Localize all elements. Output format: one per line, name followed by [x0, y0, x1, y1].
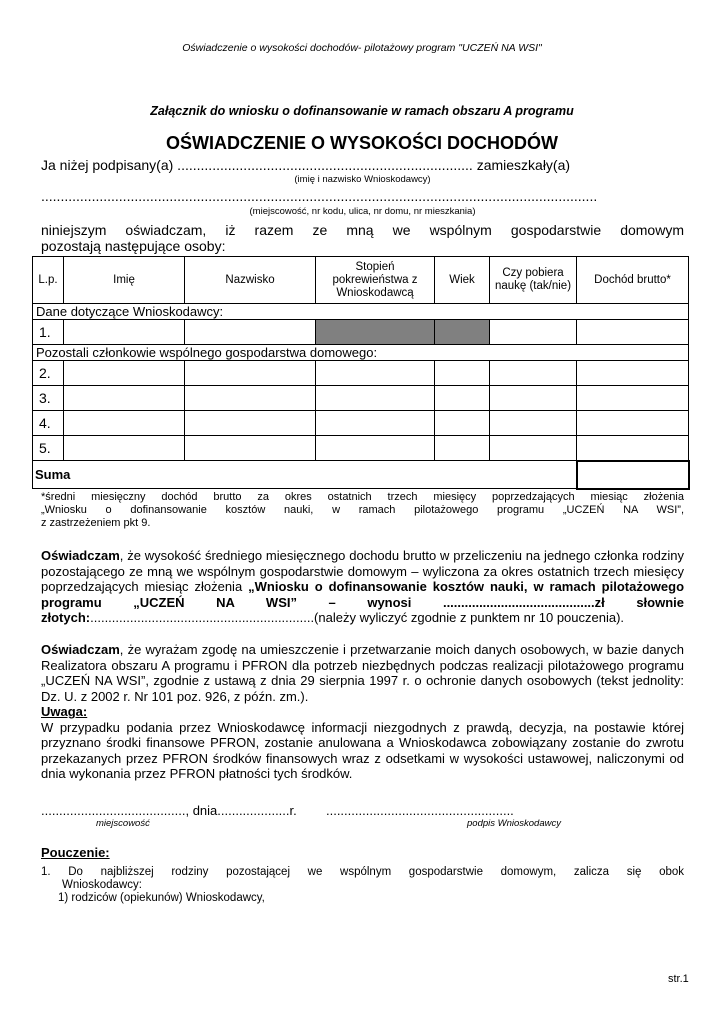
declaration-intro-line2: pozostają następujące osoby:	[41, 238, 226, 254]
cell-imie[interactable]	[64, 411, 185, 436]
page-number: str.1	[668, 973, 689, 985]
footnote-line1: *średni miesięczny dochód brutto za okres ostatnich trzech miesięcy poprzedzających miesiąc złożenia	[41, 491, 684, 503]
cell-imie[interactable]	[64, 361, 185, 386]
cell-imie[interactable]	[64, 320, 185, 345]
header-stopien: Stopień pokrewieństwa z Wnioskodawcą	[316, 257, 435, 304]
applicant-address-hint: (miejscowość, nr kodu, ulica, nr domu, nr mieszkania)	[249, 206, 476, 217]
instructions-heading: Pouczenie:	[41, 845, 110, 860]
warning-block	[41, 704, 684, 782]
cell-wiek[interactable]	[435, 436, 490, 461]
suma-label-cell	[33, 461, 577, 489]
section-household: Pozostali członkowie wspólnego gospodarstwa domowego:	[33, 345, 689, 361]
header-wiek: Wiek	[435, 257, 490, 304]
applicant-name-hint: (imię i nazwisko Wnioskodawcy)	[294, 174, 431, 185]
cell-wiek[interactable]	[435, 361, 490, 386]
applicant-name-line[interactable]: Ja niżej podpisany(a) ............................................................................ zamieszkały(a)	[41, 157, 571, 173]
income-declaration-bold: „Wniosku o dofinansowanie kosztów nauki, w ramach pilotażowego programu „UCZEŃ NA WSI” – wynosi ..........................................zł słownie złotych:	[41, 579, 685, 625]
instructions-list	[41, 866, 684, 905]
cell-stopien[interactable]	[316, 361, 435, 386]
signature-field[interactable]: ....................................................	[325, 803, 514, 818]
attachment-title: Załącznik do wniosku o dofinansowanie w ramach obszaru A programu	[150, 104, 574, 118]
cell-wiek[interactable]	[435, 386, 490, 411]
footnote	[41, 491, 684, 530]
cell-pobiera[interactable]	[490, 320, 577, 345]
cell-stopien-shaded	[316, 320, 435, 345]
cell-dochod[interactable]	[577, 386, 689, 411]
cell-imie[interactable]	[64, 386, 185, 411]
header-nazwisko: Nazwisko	[185, 257, 316, 304]
instruction-subitem-1: 1) rodziców (opiekunów) Wnioskodawcy,	[58, 892, 265, 904]
cell-stopien[interactable]	[316, 411, 435, 436]
cell-wiek-shaded	[435, 320, 490, 345]
cell-stopien[interactable]	[316, 436, 435, 461]
table-row	[33, 361, 689, 386]
instruction-item-1-cont: Wnioskodawcy:	[62, 879, 142, 891]
row-number: 3.	[33, 386, 64, 411]
header-imie: Imię	[64, 257, 185, 304]
document-title: OŚWIADCZENIE O WYSOKOŚCI DOCHODÓW	[165, 133, 558, 153]
table-row	[33, 436, 689, 461]
cell-nazwisko[interactable]	[185, 411, 316, 436]
section-applicant: Dane dotyczące Wnioskodawcy:	[33, 304, 689, 320]
income-declaration	[41, 548, 684, 626]
signature-line	[41, 803, 684, 818]
table-row	[33, 320, 689, 345]
header-lp: L.p.	[33, 257, 64, 304]
cell-nazwisko[interactable]	[185, 320, 316, 345]
cell-stopien[interactable]	[316, 386, 435, 411]
consent-declaration-text: , że wyrażam zgodę na umieszczenie i przetwarzanie moich danych osobowych, w bazie danych Realizatora obszaru A programu i PFRON dla potrzeb niezbędnych podczas realizacji pilotażowego programu „UCZEŃ NA WSI”, zgodnie z ustawą z dnia 29 sierpnia 1997 r. o ochronie danych osobowych (tekst jednolity: Dz. U. z 2002 r. Nr 101 poz. 926, z późn. zm.).	[41, 642, 684, 704]
page-header: Oświadczenie o wysokości dochodów- pilotażowy program "UCZEŃ NA WSI"	[182, 42, 542, 54]
place-label: miejscowość	[96, 818, 150, 829]
cell-nazwisko[interactable]	[185, 361, 316, 386]
declaration-intro-line1: niniejszym oświadczam, iż razem ze mną we wspólnym gospodarstwie domowym	[41, 222, 684, 238]
instruction-item-1: 1. Do najbliższej rodziny pozostającej we wspólnym gospodarstwie domowym, zalicza się obok	[41, 866, 684, 878]
warning-label: Uwaga:	[41, 704, 88, 719]
warning-text: W przypadku podania przez Wnioskodawcę informacji niezgodnych z prawdą, decyzja, na postawie której przyznano środki finansowe PFRON, zostanie anulowana a Wnioskodawca zobowiązany zostanie do zwrotu przekazanych przez PFRON środków finansowych wraz z odsetkami w wysokości ustawowej, naliczonymi od dnia wykonania przez PFRON płatności tych środków.	[41, 719, 684, 781]
cell-pobiera[interactable]	[490, 436, 577, 461]
signature-label: podpis Wnioskodawcy	[467, 818, 561, 829]
cell-dochod[interactable]	[577, 361, 689, 386]
income-declaration-tail: ..............................................................(należy wyliczyć zgodnie z punktem nr 10 pouczenia).	[90, 610, 625, 625]
header-pobiera: Czy pobiera naukę (tak/nie)	[490, 257, 577, 304]
cell-pobiera[interactable]	[490, 386, 577, 411]
footnote-line2: „Wniosku o dofinansowanie kosztów nauki, w ramach pilotażowego programu „UCZEŃ NA WSI”,	[41, 504, 684, 516]
cell-dochod[interactable]	[577, 320, 689, 345]
household-table	[32, 256, 690, 490]
applicant-address-line[interactable]: ...............................................................................................................................................	[41, 188, 598, 204]
table-row	[33, 386, 689, 411]
place-date-field[interactable]: ........................................, dnia....................r.	[41, 803, 297, 818]
row-number: 2.	[33, 361, 64, 386]
suma-value-box[interactable]	[577, 461, 689, 489]
row-number: 1.	[33, 320, 64, 345]
row-number: 5.	[33, 436, 64, 461]
cell-imie[interactable]	[64, 436, 185, 461]
table-row	[33, 411, 689, 436]
consent-declaration	[41, 642, 684, 704]
header-dochod: Dochód brutto*	[577, 257, 689, 304]
footnote-line3: z zastrzeżeniem pkt 9.	[41, 517, 151, 529]
cell-nazwisko[interactable]	[185, 436, 316, 461]
row-number: 4.	[33, 411, 64, 436]
suma-label: Suma	[35, 467, 71, 482]
cell-pobiera[interactable]	[490, 411, 577, 436]
cell-pobiera[interactable]	[490, 361, 577, 386]
consent-declaration-lead: Oświadczam	[41, 642, 120, 657]
cell-dochod[interactable]	[577, 411, 689, 436]
income-declaration-lead: Oświadczam	[41, 548, 120, 563]
cell-dochod[interactable]	[577, 436, 689, 461]
cell-nazwisko[interactable]	[185, 386, 316, 411]
income-declaration-text: , że wysokość średniego miesięcznego dochodu brutto w przeliczeniu na jednego członka rodziny pozostającego ze mną we wspólnym gospodarstwie domowym – wyliczona za okres ostatnich trzech miesięcy poprzedzających miesiąc złożenia	[41, 548, 684, 594]
cell-wiek[interactable]	[435, 411, 490, 436]
